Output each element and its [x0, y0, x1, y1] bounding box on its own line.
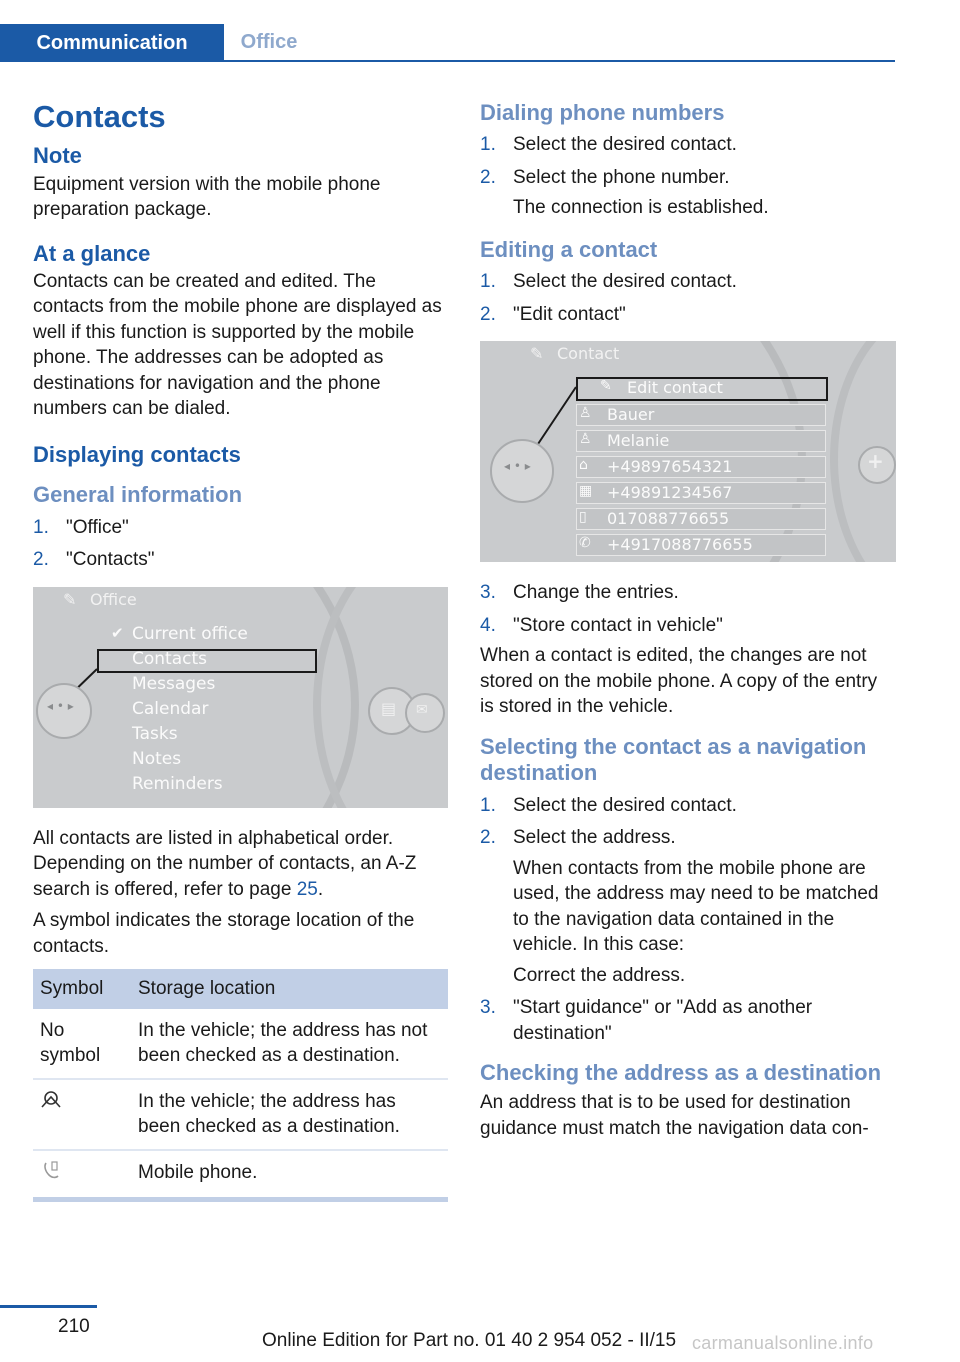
list-item: 3. Change the entries. — [480, 582, 679, 604]
table-row — [33, 1079, 448, 1150]
person-icon: ♙ — [579, 431, 592, 448]
location-cell: Mobile phone. — [131, 1150, 448, 1200]
watermark: carmanualsonline.info — [692, 1333, 874, 1353]
mobile-phone-icon — [40, 1160, 62, 1180]
add-icon: + — [867, 449, 884, 474]
para-alphabetical: All contacts are listed in alphabetical order. Depending on the number of contacts, an A-Z search is offered, refer to page 25. — [33, 827, 417, 900]
page-number: 210 — [58, 1316, 90, 1337]
para-symbol: A symbol indicates the storage location of the contacts. — [33, 910, 415, 957]
screen-title: Contact — [557, 344, 620, 364]
header-rule — [0, 60, 895, 62]
table-row — [33, 1150, 448, 1200]
menu-item-tasks[interactable]: Tasks — [132, 723, 178, 744]
page-link[interactable]: 25 — [296, 878, 318, 900]
list-item: 1. Select the desired contact. — [480, 134, 737, 156]
menu-item-messages[interactable]: Messages — [132, 673, 216, 694]
editing-heading: Editing a contact — [480, 236, 658, 262]
symbol-cell — [33, 1150, 131, 1200]
symbol-cell: No symbol — [33, 1009, 131, 1079]
note-heading: Note — [33, 143, 82, 169]
list-item: 3. "Start guidance" or "Add as another destination" — [480, 997, 813, 1044]
checking-para: An address that is to be used for destination guidance must match the navigation data con- — [480, 1092, 869, 1139]
footer-rule — [0, 1305, 97, 1308]
page-title: Contacts — [33, 99, 166, 134]
displaying-heading: Displaying contacts — [33, 441, 241, 467]
column-header-location: Storage location — [131, 969, 448, 1009]
list-item: 2. Select the address. When contacts from the mobile phone are used, the address may need to be matched to the navigation data contained in the vehicle. In this case: Correct the address. — [480, 827, 879, 986]
column-header-symbol: Symbol — [33, 969, 131, 1009]
glance-text: Contacts can be created and edited. The contacts from the mobile phone are displayed as well if this function is supported by the mobile phone. The addresses can be adopted as destinations for navigation and the phone numbers can be dialed. — [33, 270, 442, 420]
knob-arrows-icon: ◂ • ▸ — [504, 459, 531, 474]
selecting-steps — [480, 793, 896, 1047]
notes-panel-icon: ▤ — [381, 698, 397, 718]
menu-item-current-office[interactable]: Current office — [132, 623, 248, 644]
person-icon: ♙ — [579, 405, 592, 422]
contact-number[interactable]: +49891234567 — [607, 483, 733, 503]
editing-para: When a contact is edited, the changes are not stored on the mobile phone. A copy of the entry is stored in the vehicle. — [480, 645, 878, 718]
list-item: 2. "Edit contact" — [480, 303, 626, 325]
menu-item-calendar[interactable]: Calendar — [132, 698, 209, 719]
contact-last-name[interactable]: Bauer — [607, 405, 655, 425]
notepad-icon: ✎ — [63, 589, 77, 609]
chapter-tabs — [0, 24, 895, 62]
screen-title: Office — [90, 589, 137, 609]
menu-item-notes[interactable]: Notes — [132, 748, 182, 769]
general-heading: General information — [33, 482, 243, 508]
note-text: Equipment version with the mobile phone preparation package. — [33, 173, 381, 221]
pencil-icon: ✎ — [600, 378, 612, 395]
menu-item-reminders[interactable]: Reminders — [132, 773, 223, 794]
list-item: 2. "Contacts" — [33, 549, 155, 571]
mobile-phone-icon: ▯ — [579, 509, 587, 526]
menu-item-contacts[interactable]: Contacts — [132, 648, 207, 669]
notepad-icon: ✎ — [530, 344, 544, 364]
symbol-cell — [33, 1079, 131, 1150]
check-icon: ✔ — [111, 623, 124, 642]
location-cell: In the vehicle; the address has not been checked as a destination. — [131, 1009, 448, 1079]
phone-icon: ✆ — [579, 535, 591, 552]
checking-heading: Checking the address as a destination — [480, 1060, 882, 1086]
dialing-heading: Dialing phone numbers — [480, 100, 725, 125]
contact-number[interactable]: 017088776655 — [607, 509, 730, 529]
glance-heading: At a glance — [33, 240, 151, 266]
list-item: 1. Select the desired contact. — [480, 271, 737, 293]
editing-steps-a — [480, 269, 896, 327]
contact-first-name[interactable]: Melanie — [607, 431, 670, 451]
message-panel-icon: ✉ — [416, 701, 428, 718]
list-item: 2. Select the phone number. The connection is established. — [480, 166, 769, 219]
dialing-steps — [480, 132, 896, 221]
tab-office[interactable]: Office — [240, 30, 298, 53]
knob-arrows-icon: ◂ • ▸ — [47, 698, 74, 713]
contact-number[interactable]: +49897654321 — [607, 457, 733, 477]
contact-screenshot — [480, 341, 896, 562]
right-column — [480, 100, 896, 1141]
storage-location-table — [33, 969, 448, 1202]
checked-destination-icon — [40, 1089, 62, 1109]
general-steps — [33, 515, 448, 573]
list-item: 1. "Office" — [33, 516, 129, 538]
edition-text: Online Edition for Part no. 01 40 2 954 052 - II/15 — [262, 1330, 677, 1351]
editing-steps-b — [480, 580, 896, 638]
list-item: 1. Select the desired contact. — [480, 794, 737, 816]
list-item: 4. "Store contact in vehicle" — [480, 614, 723, 636]
contact-number[interactable]: +4917088776655 — [607, 535, 753, 555]
table-row — [33, 1009, 448, 1079]
selecting-heading: Selecting the contact as a navigation destination — [480, 733, 867, 786]
tab-communication[interactable]: Communication — [0, 24, 224, 62]
office-menu-screenshot — [33, 587, 448, 808]
home-phone-icon: ⌂ — [579, 457, 588, 474]
left-column — [33, 98, 448, 1202]
location-cell: In the vehicle; the address has been checked as a destination. — [131, 1079, 448, 1150]
edit-contact-item[interactable]: Edit contact — [627, 378, 723, 398]
office-phone-icon: ▦ — [579, 483, 593, 500]
